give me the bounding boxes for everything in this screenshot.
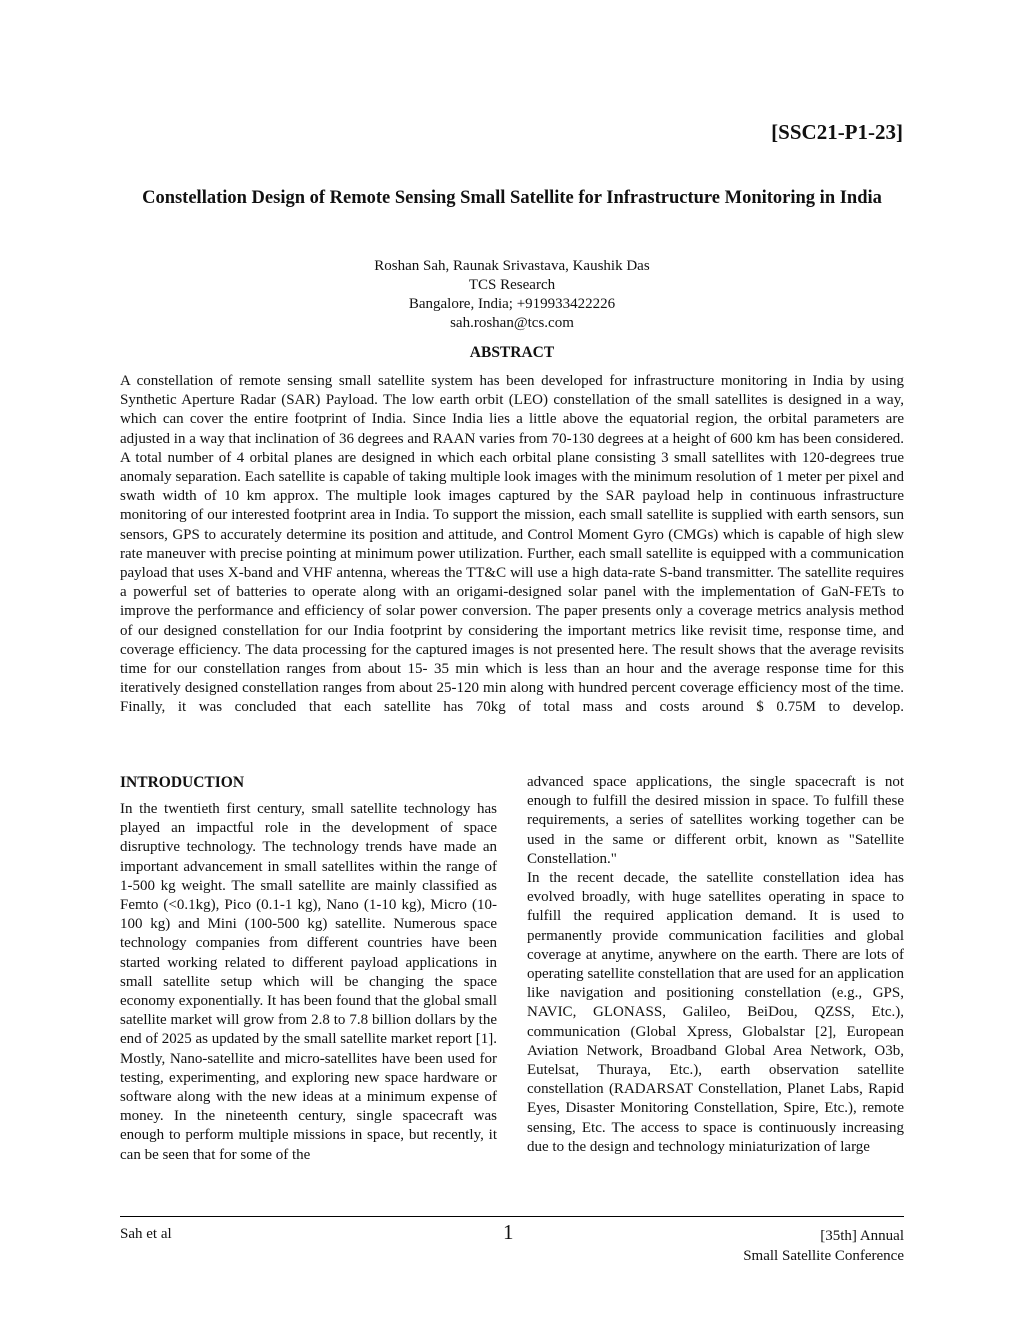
abstract-body bbox=[120, 372, 904, 718]
introduction-paragraph-continued: advanced space applications, the single spacecraft is not enough to fulfill the desired mission in space. To fulfill these requirements, a series of satellites working together can be used in the same or different orbit, known as "Satellite Constellation." bbox=[527, 774, 904, 867]
author-block bbox=[120, 257, 904, 333]
author-names: Roshan Sah, Raunak Srivastava, Kaushik Das bbox=[374, 258, 650, 274]
abstract-heading: ABSTRACT bbox=[469, 344, 555, 361]
footer-conference-line1: [35th] Annual bbox=[820, 1228, 904, 1244]
introduction-heading: INTRODUCTION bbox=[120, 774, 245, 791]
footer-conference bbox=[743, 1226, 904, 1266]
paper-id: [SSC21-P1-23] bbox=[771, 120, 903, 144]
author-location: Bangalore, India; +919933422226 bbox=[408, 296, 616, 312]
abstract-text: A constellation of remote sensing small satellite system has been developed for infrastructure monitoring in India by using Synthetic Aperture Radar (SAR) Payload. The low earth orbit (LEO) constellation of the small satellites is designed in a way, which can cover the entire footprint of India. Since India lies a little above the equatorial region, the orbital parameters are adjusted in a way that inclination of 36 degrees and RAAN varies from 70-130 degrees at a height of 600 km has been considered. A total number of 4 orbital planes are designed in which each orbital plane consisting 3 small satellites with 120-degrees true anomaly separation. Each satellite is capable of taking multiple look images with the minimum resolution of 1 meter per pixel and swath width of 10 km approx. The multiple look images captured by the SAR payload help in continuous infrastructure monitoring of our interested footprint area in India. To support the mission, each small satellite is supplied with earth sensors, sun sensors, GPS to accurately determine its position and attitude, and Control Moment Gyro (CMGs) which is capable of high slew rate maneuver with precise pointing at minimum power utilization. Further, each small satellite is equipped with a communication payload that uses X-band and VHF antenna, whereas the TT&C will use a high data-rate S-band transmitter. The satellite requires a powerful set of batteries to operate along with an origami-designed solar panel with the implementation of GaN-FETs to improve the performance and efficiency of solar power conversion. The paper presents only a coverage metrics analysis method of our designed constellation for our India footprint by considering the important metrics like revisit time, response time, and coverage efficiency. The data processing for the captured images is not presented here. The result shows that the average revisits time for our constellation ranges from about 15- 35 min which is less than an hour and the average response time for this iteratively designed constellation ranges from about 25-120 min along with hundred percent coverage efficiency most of the time. Finally, it was concluded that each satellite has 70kg of total mass and costs around $ 0.75M to develop. bbox=[120, 373, 904, 716]
footer-conference-line2: Small Satellite Conference bbox=[743, 1248, 904, 1264]
author-email: sah.roshan@tcs.com bbox=[450, 315, 574, 331]
right-column bbox=[527, 773, 904, 1157]
footer-divider bbox=[120, 1216, 904, 1217]
introduction-paragraph-2: In the recent decade, the satellite constellation idea has evolved broadly, with huge satellites operating in space to fulfill the required application demand. It is used to permanently provide communication facilities and global coverage at anytime, anywhere on the earth. There are lots of operating satellite constellation that are used for an application like navigation and positioning constellation (e.g., GPS, NAVIC, GLONASS, Galileo, BeiDou, QZSS, Etc.), communication (Global Xpress, Globalstar [2], European Aviation Network, Broadband Global Area Network, O3b, Eutelsat, Thuraya, Etc.), earth observation satellite constellation (RADARSAT Constellation, Planet Labs, Rapid Eyes, Disaster Monitoring Constellation, Spire, Etc.), remote sensing, Etc. The access to space is continuously increasing due to the design and technology miniaturization of large bbox=[527, 870, 904, 1155]
author-affiliation: TCS Research bbox=[468, 277, 556, 293]
footer-author: Sah et al bbox=[120, 1226, 172, 1242]
page-number: 1 bbox=[503, 1220, 514, 1244]
paper-title: Constellation Design of Remote Sensing Small Satellite for Infrastructure Monitoring in India bbox=[142, 188, 882, 208]
introduction-paragraph: In the twentieth first century, small satellite technology has played an impactful role in the development of space disruptive technology. The technology trends have made an important advancement in small satellites within the range of 1-500 kg weight. The small satellite are mainly classified as Femto (<0.1kg), Pico (0.1-1 kg), Nano (1-10 kg), Micro (10-100 kg) and Mini (100-500 kg) satellite. Numerous space technology companies from different countries have been started working related to different payload applications in small satellite setup which will be changing the space economy exponentially. It has been found that the global small satellite market will grow from 2.8 to 7.8 billion dollars by the end of 2025 as updated by the small satellite market report [1]. Mostly, Nano-satellite and micro-satellites have been used for testing, experimenting, and exploring new space hardware or software along with the new ideas at a minimum expense of money. In the nineteenth century, single spacecraft was enough to perform multiple missions in space, but recently, it can be seen that for some of the bbox=[120, 801, 497, 1163]
left-column bbox=[120, 773, 497, 1165]
